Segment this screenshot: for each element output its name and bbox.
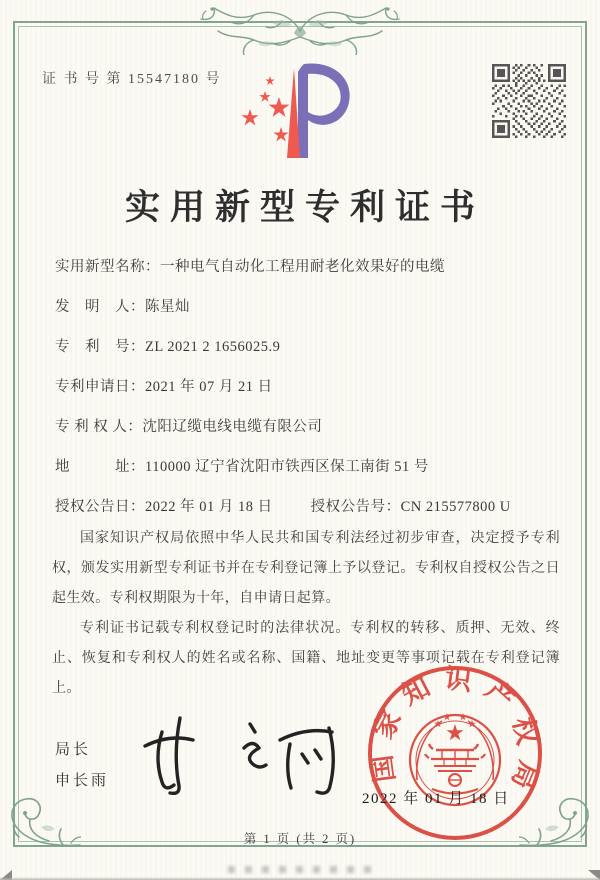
page-indicator: 第 1 页 (共 2 页) bbox=[243, 832, 357, 846]
field-value: 一种电气自动化工程用耐老化效果好的电缆 bbox=[160, 259, 445, 275]
field-value: ZL 2021 2 1656025.9 bbox=[145, 339, 281, 355]
grant-date-pair bbox=[55, 496, 273, 518]
seal-ring-text: 国家知识产权局 bbox=[365, 663, 546, 805]
field-value: 2021 年 07 月 21 日 bbox=[145, 379, 273, 395]
certificate-title: 实用新型专利证书 bbox=[124, 188, 485, 227]
field-row-invention-name bbox=[55, 256, 564, 278]
field-label: 专利申请日： bbox=[55, 379, 145, 395]
field-value: 陈星灿 bbox=[145, 299, 190, 315]
field-row-patent-number bbox=[55, 336, 564, 358]
next-page-faint-text bbox=[228, 866, 378, 873]
field-label: 专 利 权 人： bbox=[55, 419, 143, 435]
field-row-address bbox=[55, 456, 564, 478]
signer-block bbox=[55, 738, 109, 790]
field-label: 发 明 人： bbox=[55, 299, 145, 315]
field-row-patentee bbox=[55, 416, 564, 438]
field-row-inventor bbox=[55, 296, 564, 318]
field-value: 2022 年 01 月 18 日 bbox=[145, 499, 273, 515]
field-value: 110000 辽宁省沈阳市铁西区保工南街 51 号 bbox=[145, 459, 429, 475]
certificate-fields bbox=[55, 256, 564, 536]
top-dragon-ornament-icon bbox=[198, 1, 402, 55]
field-value: CN 215577800 U bbox=[400, 499, 511, 515]
field-label: 授权公告日： bbox=[55, 499, 145, 515]
signature-shen-changyu bbox=[132, 710, 347, 805]
certificate-number: 证 书 号 第 15547180 号 bbox=[42, 72, 222, 87]
field-label: 专 利 号： bbox=[55, 339, 145, 355]
field-row-filing-date bbox=[55, 376, 564, 398]
field-label: 授权公告号： bbox=[310, 499, 401, 515]
qr-code bbox=[492, 64, 566, 138]
grant-number-pair bbox=[311, 496, 511, 518]
signer-title: 局长 bbox=[55, 741, 92, 758]
field-row-grant bbox=[55, 496, 564, 518]
seal-date: 2022 年 01 月 18 日 bbox=[362, 791, 510, 807]
bottom-left-flourish-icon bbox=[5, 793, 81, 853]
field-label: 实用新型名称： bbox=[55, 259, 160, 275]
paragraph-grant-statement: 国家知识产权局依照中华人民共和国专利法经过初步审查，决定授予专利权，颁发实用新型专利证书并在专利登记簿上予以登记。专利权自授权公告之日起生效。专利权期限为十年，自申请日起算。 bbox=[52, 531, 560, 606]
signer-name: 申长雨 bbox=[55, 772, 110, 789]
bottom-right-flourish-icon bbox=[519, 793, 595, 853]
field-value: 沈阳辽缆电线电缆有限公司 bbox=[142, 419, 323, 435]
paragraph-register-statement: 专利证书记载专利权登记时的法律状况。专利权的转移、质押、无效、终止、恢复和专利权人的姓名或名称、国籍、地址变更等事项记载在专利登记簿上。 bbox=[52, 621, 560, 696]
field-label: 地 址： bbox=[55, 459, 145, 475]
cnipa-logo-icon bbox=[234, 58, 368, 170]
